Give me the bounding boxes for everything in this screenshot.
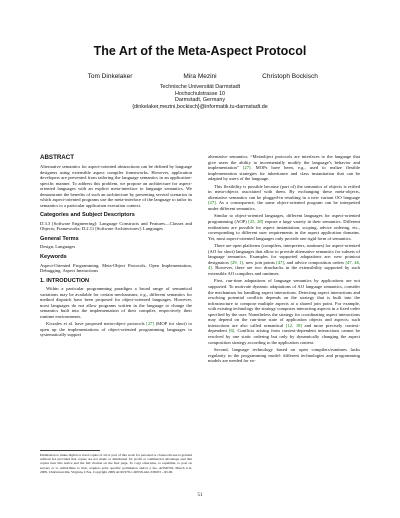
citation-link[interactable]: [27] xyxy=(208,200,216,206)
keywords-text: Aspect-Oriented Programming, Meta-Object Protocols, Open Implementation, Debugging, Aspect Interactions xyxy=(40,262,192,274)
paper-title: The Art of the Meta-Aspect Protocol xyxy=(93,44,307,58)
affiliation-line: Darmstadt, Germany xyxy=(174,97,226,104)
body-text: , and advice composition orders xyxy=(283,259,346,265)
body-text: expose a large variety in their semantics. Different realizations are possible for aspect instantiation, scoping, advice ordering, etc., corresponding to different user requirements in the aspect application domains. Yet, most aspect-oriented languages only provide one rigid form of semantics. xyxy=(208,219,361,241)
body-text: . MOPs have been, e.g., used to realize flexible implementation strategies for inheritance and class instantiation that can be adapted by users of the language. xyxy=(208,165,360,182)
page-number: 51 xyxy=(197,493,203,498)
abstract-heading: ABSTRACT xyxy=(40,154,75,161)
citation-link[interactable]: [29, 1] xyxy=(230,259,244,265)
body-paragraph xyxy=(208,243,360,276)
body-text: . Conflicts arising from context-dependent interactions cannot be resolved by one static ordering but only by dynamically changing the aspect composition strategy according to the application context. xyxy=(208,328,361,345)
body-text: Similar to object-oriented languages, different languages for aspect-oriented programming (AOP) xyxy=(208,213,360,225)
affiliation-line: Technische Universität Darmstadt xyxy=(159,84,241,90)
author-name: Mira Mezini xyxy=(183,73,217,80)
left-column xyxy=(40,154,192,340)
keywords-heading: Keywords xyxy=(40,254,67,261)
citation-link[interactable]: [6] xyxy=(228,328,235,334)
copyright-footnote: Permission to make digital or hard copies of all or part of this work for personal or classroom use is granted without fee provided that copies are not made or distributed for profit or commercial advantage and that copies bear this notice and the full citation on the first page. To copy otherwise, to republish, to post on servers or to redistribute to lists, requires prior specific permission and/or a fee. AOSD’09, March 2–6, 2009, Charlottesville, Virginia, USA. Copyright 2009 ACM 978-1-60558-442-3/09/03 ...$5.00. xyxy=(40,453,192,474)
right-column xyxy=(208,154,360,366)
citation-link[interactable]: [27] xyxy=(146,321,154,327)
body-text: . As a consequence, the same object-oriented program can be interpreted under different semantics. xyxy=(208,200,360,211)
body-paragraph xyxy=(208,154,360,182)
body-paragraph xyxy=(208,213,360,241)
general-terms-text: Design, Languages xyxy=(40,244,76,250)
citation-link[interactable]: [27] xyxy=(242,165,251,171)
categories-heading: Categories and Subject Descriptors xyxy=(40,212,135,219)
body-text: There are open platforms (compilers, interpreters, runtimes) for aspect-oriented (AO for short) languages that allow to provide alternative semantics for subsets of language semantics. Examples for supported adaptations are: new pointcut designators xyxy=(208,243,360,265)
intro-text: (MOP for short) to open up the implementations of object-oriented programming languages to systematically support xyxy=(40,321,193,338)
body-text: First, run-time adaptations of language semantics by applications are not supported. To motivate dynamic adaptations of AO language semantics, consider the mechanism for handling aspect interactions. Detecting aspect interactions and resolving potential conflicts depends on the strategy that is built into the infrastructure to compose multiple aspects at a shared join point. For example, with existing technology the strategy composes interacting aspects in a fixed order specified by the user. Nonetheless the strategy for coordinating aspect interactions may depend on the run-time state of application objects and aspects; such interactions are also called semantical xyxy=(208,278,360,328)
intro-paragraph xyxy=(40,321,192,338)
footnote-rule xyxy=(40,450,100,451)
author-name: Tom Dinkelaker xyxy=(87,73,133,80)
body-text: . However, there are two drawbacks in the extensibility supported by such extensible AO compilers and runtimes. xyxy=(208,265,360,276)
general-terms-heading: General Terms xyxy=(40,235,79,242)
citation-link[interactable]: [25, 28] xyxy=(248,219,264,225)
abstract-text: Alternative semantics for aspect-oriented abstractions can be defined by language designers using extensible aspect compiler frameworks. However, application developers are prevented from tailoring the language semantics in an application-specific manner. To address this problem, we propose an architecture for aspect-oriented languages with an explicit meta-interface to language semantics. We demonstrate the benefits of such an architecture by presenting several scenarios in which aspect-oriented programs use the meta-interface of the language to tailor its semantics to a particular application execution context. xyxy=(40,164,192,208)
intro-paragraph: Within a particular programming paradigm a broad range of semantical variations may be available for certain mechanisms; e.g., different semantics for method dispatch have been proposed for object-oriented languages. However, most languages do not allow programs written in the language to change the semantics built into the implementation of their compiler, respectively their runtime environments. xyxy=(40,286,192,319)
author-name: Christoph Bockisch xyxy=(262,73,318,80)
categories-text: D.3.3 [Software Engineering]: Language Constructs and Features—Classes and Objects; Frameworks; D.2.11 [Software Architectures]: Languages xyxy=(40,220,192,232)
introduction-heading: 1. INTRODUCTION xyxy=(40,277,90,284)
body-text: This flexibility is possible because (part of) the semantics of objects is reified in meta-objects associated with them. By exchanging these meta-objects, alternative semantics can be plugged-in resulting in a new variant OO language xyxy=(208,183,360,200)
intro-text: Kiczales et al. have proposed meta-object protocols xyxy=(46,321,147,327)
affiliation xyxy=(0,84,400,110)
citation-link[interactable]: [47, 46, 4] xyxy=(208,259,361,271)
citation-link[interactable]: [12, 18] xyxy=(285,322,302,328)
body-text: alternative semantics. “Metaobject protocols are interfaces to the language that give users the ability to incrementally modify the language’s behavior and implementation” xyxy=(208,154,360,171)
affiliation-line: Hochschulstrasse 10 xyxy=(174,90,226,97)
body-paragraph: Second, language technology based on open compilers/runtimes lacks regularity in the programming model: different technologies and programming models are needed for ex- xyxy=(208,347,360,364)
body-paragraph xyxy=(208,278,360,345)
body-text: , new join points xyxy=(243,259,277,265)
citation-link[interactable]: [47] xyxy=(276,259,284,265)
body-text: and more precisely context-dependent xyxy=(208,322,360,334)
affiliation-email: {dinkelaker,mezini,bockisch}@informatik.tu-darmstadt.de xyxy=(132,103,268,110)
body-paragraph xyxy=(208,184,360,212)
